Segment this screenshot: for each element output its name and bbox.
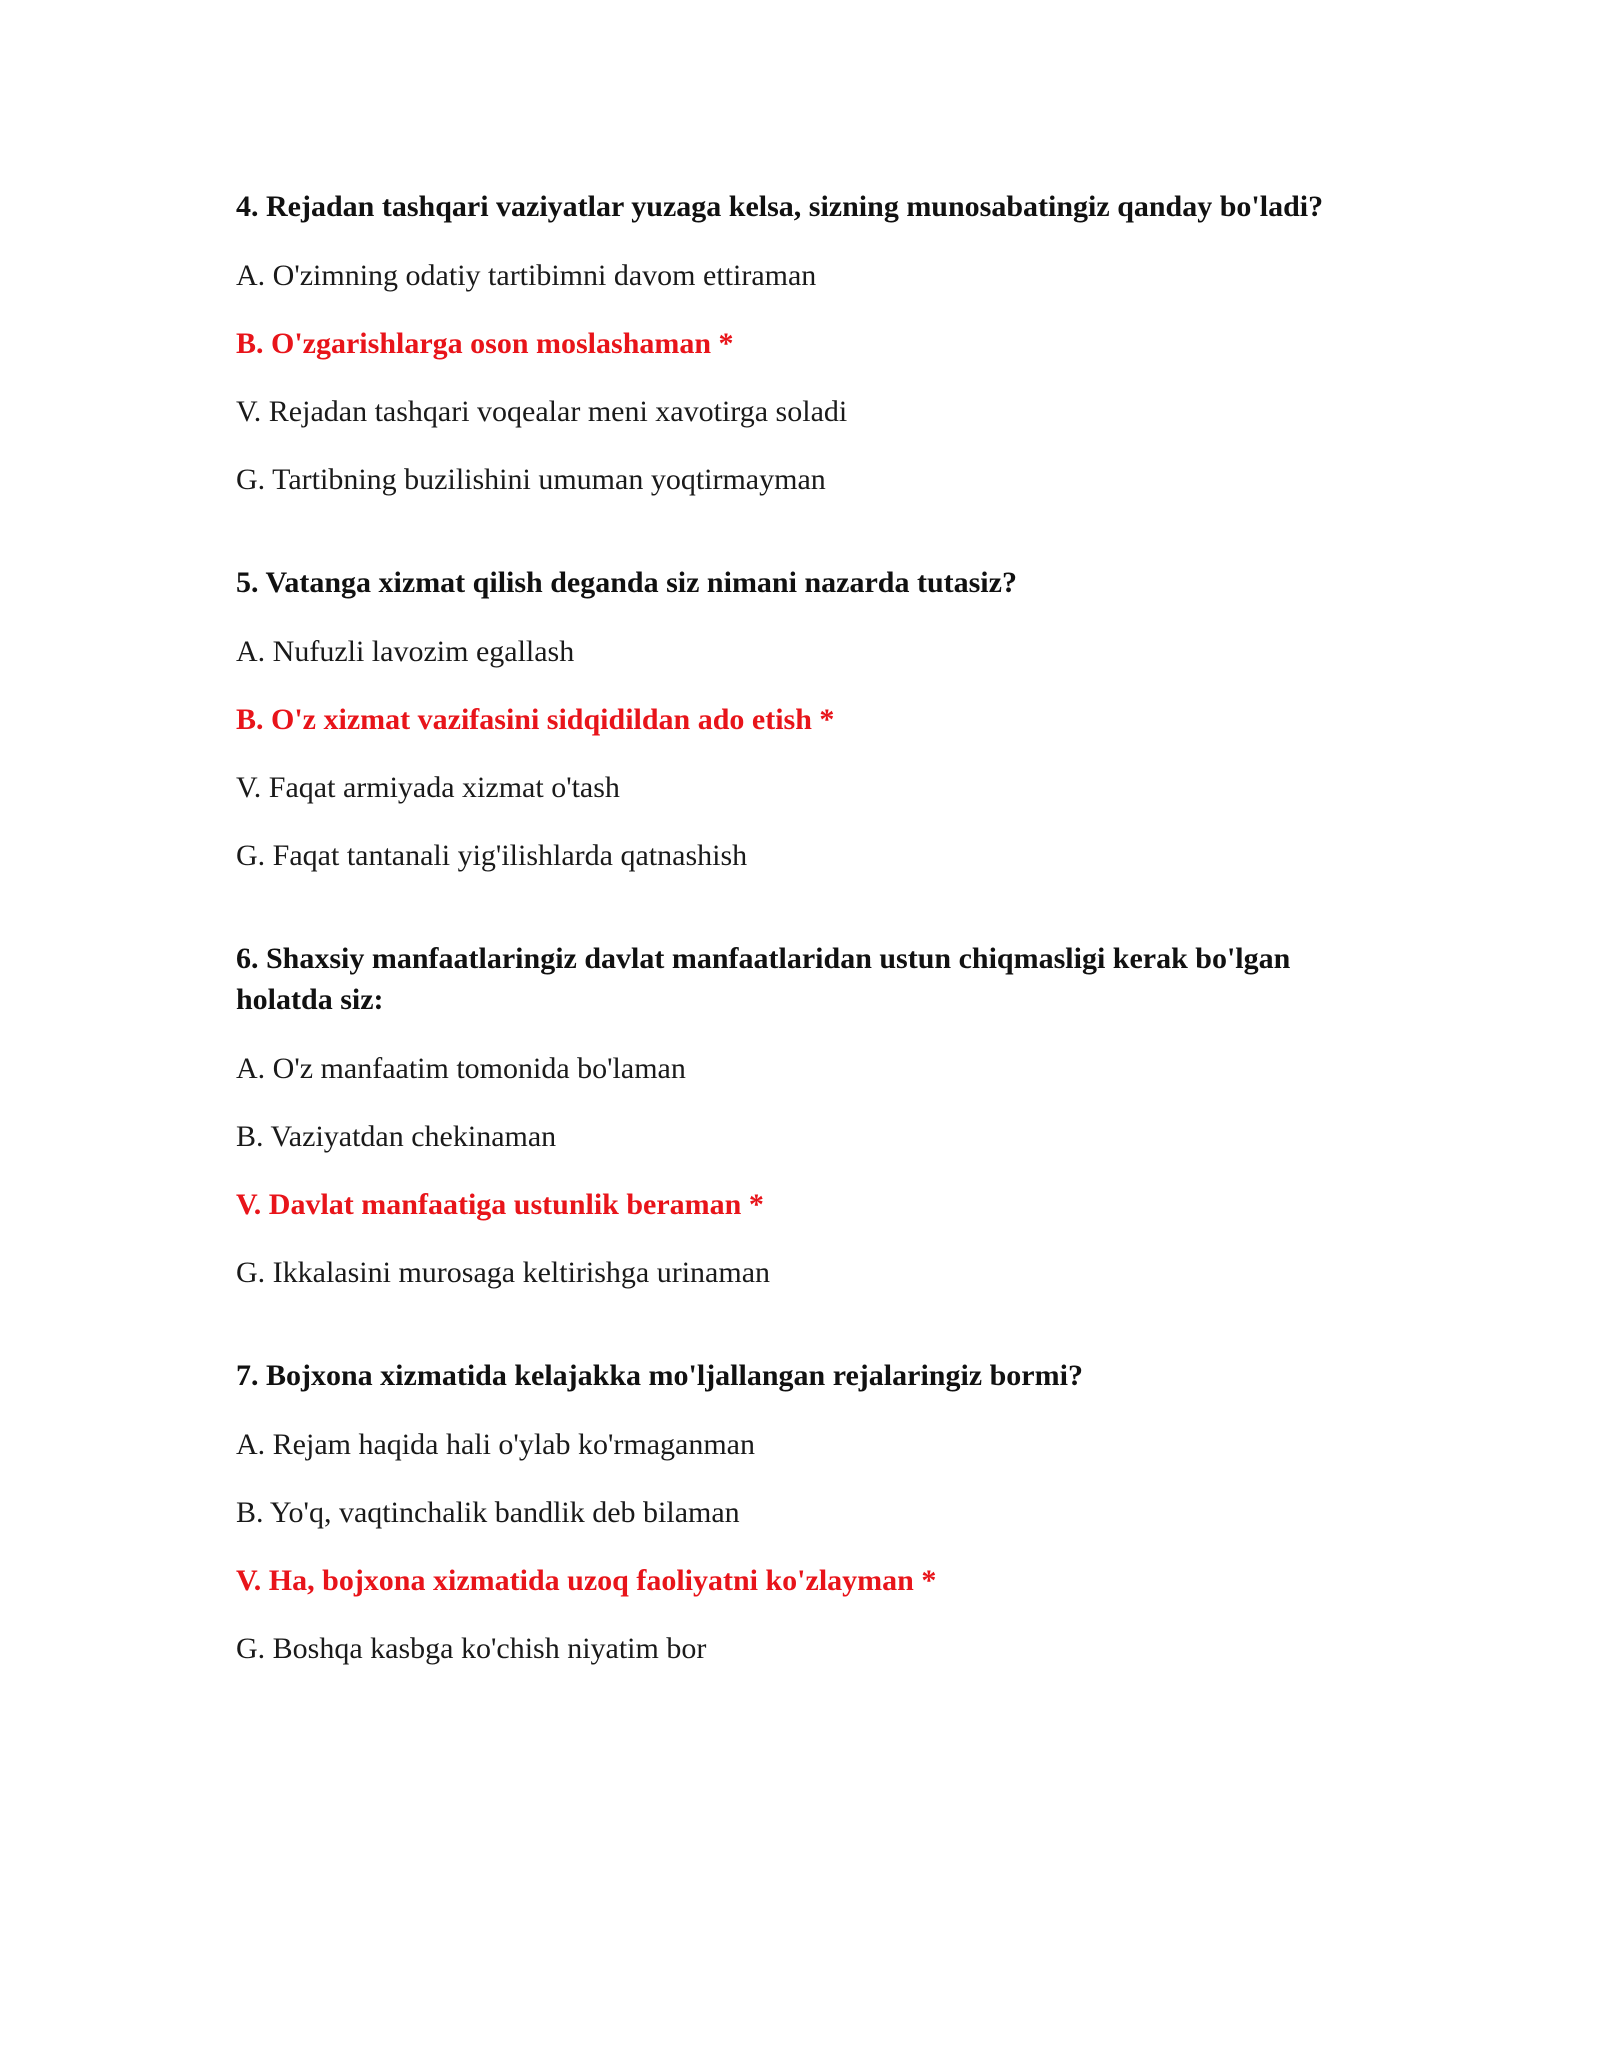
option-a: A. Nufuzli lavozim egallash xyxy=(236,635,575,668)
question-title: 4. Rejadan tashqari vaziyatlar yuzaga kelsa, sizning munosabatingiz qanday bo'ladi? xyxy=(236,190,1324,223)
question-block-6 xyxy=(236,938,1376,1293)
question-block-5 xyxy=(236,562,1376,876)
option-b-correct: B. O'zgarishlarga oson moslashaman * xyxy=(236,327,734,360)
option-g: G. Ikkalasini murosaga keltirishga urinaman xyxy=(236,1256,771,1289)
option-a: A. O'z manfaatim tomonida bo'laman xyxy=(236,1052,686,1085)
option-a: A. Rejam haqida hali o'ylab ko'rmaganman xyxy=(236,1428,755,1461)
option-b: B. Yo'q, vaqtinchalik bandlik deb bilaman xyxy=(236,1496,740,1529)
option-b-correct: B. O'z xizmat vazifasini sidqidildan ado etish * xyxy=(236,703,835,736)
option-g: G. Faqat tantanali yig'ilishlarda qatnashish xyxy=(236,839,748,872)
option-v-correct: V. Ha, bojxona xizmatida uzoq faoliyatni ko'zlayman * xyxy=(236,1564,937,1597)
question-title: 6. Shaxsiy manfaatlaringiz davlat manfaatlaridan ustun chiqmasligi kerak bo'lgan holatda siz: xyxy=(236,942,1291,1016)
option-g: G. Tartibning buzilishini umuman yoqtirmayman xyxy=(236,463,826,496)
option-b: B. Vaziyatdan chekinaman xyxy=(236,1120,557,1153)
option-g: G. Boshqa kasbga ko'chish niyatim bor xyxy=(236,1632,707,1665)
document-page xyxy=(236,186,1376,1731)
option-a: A. O'zimning odatiy tartibimni davom ettiraman xyxy=(236,259,817,292)
question-block-7 xyxy=(236,1355,1376,1669)
option-v-correct: V. Davlat manfaatiga ustunlik beraman * xyxy=(236,1188,764,1221)
question-title: 5. Vatanga xizmat qilish deganda siz nimani nazarda tutasiz? xyxy=(236,566,1017,599)
option-v: V. Rejadan tashqari voqealar meni xavotirga soladi xyxy=(236,395,848,428)
question-title: 7. Bojxona xizmatida kelajakka mo'ljallangan rejalaringiz bormi? xyxy=(236,1359,1083,1392)
option-v: V. Faqat armiyada xizmat o'tash xyxy=(236,771,620,804)
question-block-4 xyxy=(236,186,1376,500)
